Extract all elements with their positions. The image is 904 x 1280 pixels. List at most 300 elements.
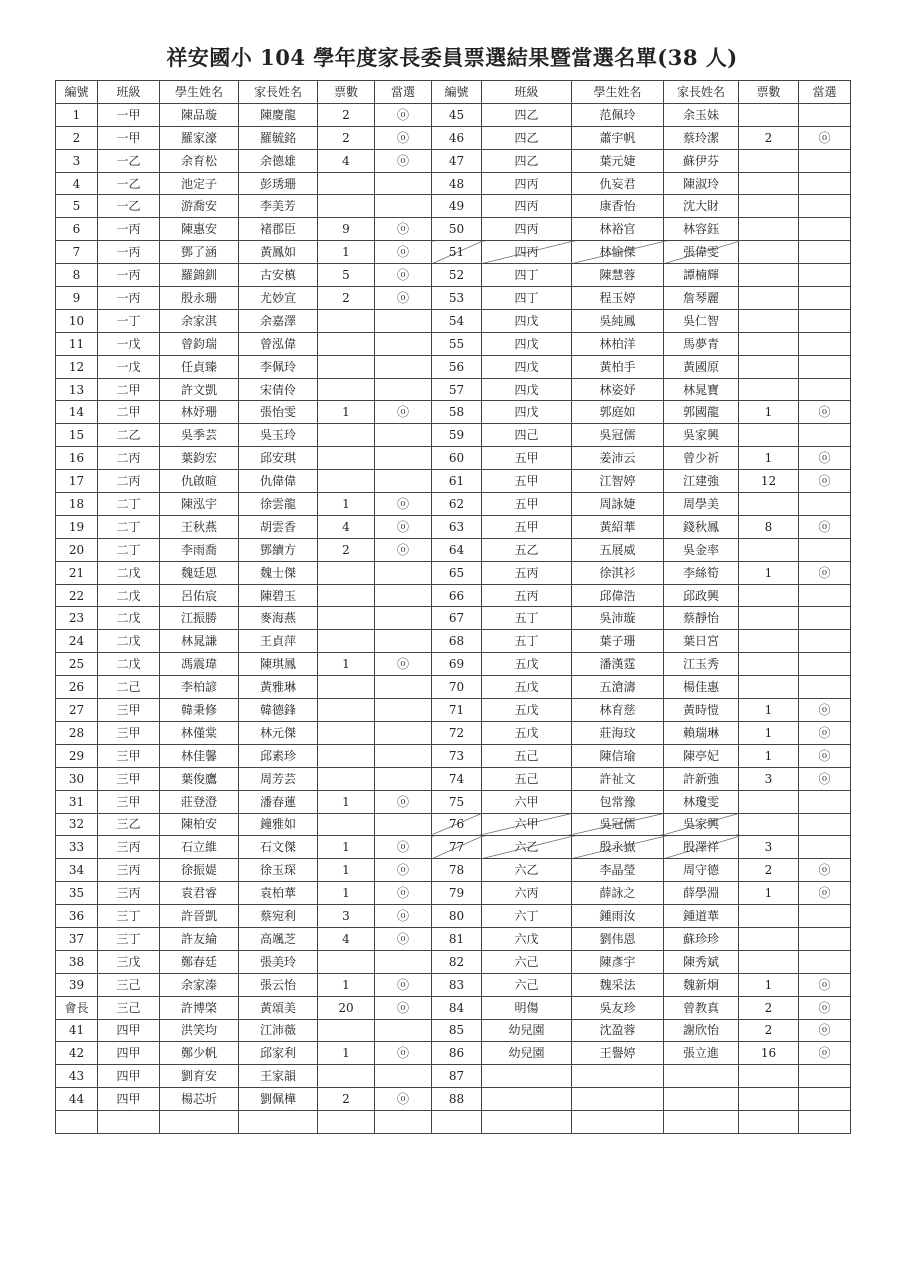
cell-parent-name-right: 陳亭妃 <box>664 744 739 767</box>
cell-student-name-left: 林妤珊 <box>160 401 239 424</box>
cell-votes-right <box>739 927 799 950</box>
cell-parent-name-right: 曾少祈 <box>664 447 739 470</box>
cell-elected-right: ⓞ <box>799 561 851 584</box>
cell-id-left: 9 <box>56 287 98 310</box>
cell-parent-name-right: 魏新炯 <box>664 973 739 996</box>
cell-student-name-left: 鄭春廷 <box>160 950 239 973</box>
cell-elected-right: ⓞ <box>799 859 851 882</box>
cell-id-left: 36 <box>56 905 98 928</box>
cell-votes-right: 1 <box>739 401 799 424</box>
cell-votes-right: 1 <box>739 447 799 470</box>
cell-parent-name-left: 李佩玲 <box>239 355 318 378</box>
table-row <box>56 241 851 264</box>
cell-elected-left <box>375 767 432 790</box>
cell-elected-right: ⓞ <box>799 401 851 424</box>
header-id-left: 編號 <box>56 81 98 104</box>
cell-votes-left <box>318 309 375 332</box>
cell-class-right: 六乙 <box>482 859 572 882</box>
table-row <box>56 355 851 378</box>
cell-votes-left <box>318 1111 375 1134</box>
table-row <box>56 630 851 653</box>
cell-student-name-left: 馮震瑋 <box>160 653 239 676</box>
cell-student-name-right: 吳純鳳 <box>572 309 664 332</box>
cell-id-left: 11 <box>56 332 98 355</box>
cell-votes-left: 2 <box>318 126 375 149</box>
cell-votes-left: 4 <box>318 149 375 172</box>
cell-id-left: 4 <box>56 172 98 195</box>
cell-elected-right <box>799 264 851 287</box>
cell-class-right: 五甲 <box>482 470 572 493</box>
cell-elected-left: ⓞ <box>375 859 432 882</box>
cell-id-left: 27 <box>56 699 98 722</box>
cell-class-left: 四甲 <box>98 1042 160 1065</box>
cell-id-right: 67 <box>432 607 482 630</box>
cell-id-right: 46 <box>432 126 482 149</box>
cell-id-left: 3 <box>56 149 98 172</box>
cell-class-left: 一丁 <box>98 309 160 332</box>
cell-id-left: 8 <box>56 264 98 287</box>
table-row <box>56 676 851 699</box>
cell-student-name-right: 林愉傑 <box>572 241 664 264</box>
cell-class-left: 四甲 <box>98 1019 160 1042</box>
cell-votes-right: 1 <box>739 699 799 722</box>
cell-elected-right <box>799 676 851 699</box>
cell-student-name-left: 葉俊鷹 <box>160 767 239 790</box>
cell-parent-name-right <box>664 1065 739 1088</box>
cell-id-left: 43 <box>56 1065 98 1088</box>
cell-votes-left: 5 <box>318 264 375 287</box>
cell-parent-name-left: 蔡宛利 <box>239 905 318 928</box>
cell-student-name-left: 林僅棠 <box>160 721 239 744</box>
cell-id-right: 47 <box>432 149 482 172</box>
cell-class-left: 一丙 <box>98 241 160 264</box>
cell-class-right: 幼兒園 <box>482 1042 572 1065</box>
header-class-left: 班級 <box>98 81 160 104</box>
cell-parent-name-left: 余德雄 <box>239 149 318 172</box>
cell-votes-right <box>739 538 799 561</box>
table-row <box>56 1111 851 1134</box>
cell-votes-left <box>318 813 375 836</box>
cell-votes-right <box>739 653 799 676</box>
cell-votes-left <box>318 699 375 722</box>
cell-student-name-right: 郭庭如 <box>572 401 664 424</box>
table-row <box>56 607 851 630</box>
cell-class-right: 四戊 <box>482 355 572 378</box>
cell-class-right: 明傷 <box>482 996 572 1019</box>
cell-class-right: 六己 <box>482 950 572 973</box>
cell-id-right: 53 <box>432 287 482 310</box>
cell-student-name-left: 莊登澄 <box>160 790 239 813</box>
cell-elected-right: ⓞ <box>799 767 851 790</box>
cell-votes-right <box>739 790 799 813</box>
cell-votes-left: 20 <box>318 996 375 1019</box>
cell-elected-right <box>799 653 851 676</box>
table-row <box>56 927 851 950</box>
header-elected-right: 當選 <box>799 81 851 104</box>
table-row <box>56 1019 851 1042</box>
cell-id-right: 56 <box>432 355 482 378</box>
cell-id-left: 12 <box>56 355 98 378</box>
cell-elected-right: ⓞ <box>799 126 851 149</box>
cell-student-name-left: 陳品璇 <box>160 103 239 126</box>
cell-votes-right <box>739 195 799 218</box>
cell-elected-left: ⓞ <box>375 927 432 950</box>
cell-votes-right <box>739 355 799 378</box>
cell-elected-left <box>375 699 432 722</box>
table-row <box>56 721 851 744</box>
cell-id-left: 28 <box>56 721 98 744</box>
cell-elected-left: ⓞ <box>375 973 432 996</box>
cell-class-left: 三丙 <box>98 859 160 882</box>
cell-elected-right <box>799 493 851 516</box>
table-row <box>56 493 851 516</box>
cell-parent-name-left: 古安槙 <box>239 264 318 287</box>
cell-parent-name-right: 郭國龍 <box>664 401 739 424</box>
cell-parent-name-right: 蔡玲潔 <box>664 126 739 149</box>
cell-votes-right <box>739 1065 799 1088</box>
cell-class-left: 三甲 <box>98 721 160 744</box>
cell-student-name-right: 陳信瑜 <box>572 744 664 767</box>
cell-elected-right: ⓞ <box>799 515 851 538</box>
cell-id-right: 63 <box>432 515 482 538</box>
cell-student-name-left: 王秋燕 <box>160 515 239 538</box>
cell-student-name-left: 陳泓宇 <box>160 493 239 516</box>
table-row <box>56 790 851 813</box>
cell-id-right: 54 <box>432 309 482 332</box>
cell-elected-right: ⓞ <box>799 1042 851 1065</box>
header-student-name-left: 學生姓名 <box>160 81 239 104</box>
cell-elected-left <box>375 561 432 584</box>
cell-class-right: 五甲 <box>482 493 572 516</box>
header-parent-name-left: 家長姓名 <box>239 81 318 104</box>
cell-class-left: 一乙 <box>98 195 160 218</box>
cell-parent-name-left: 尤妙宣 <box>239 287 318 310</box>
table-row <box>56 859 851 882</box>
table-row <box>56 470 851 493</box>
cell-parent-name-left: 麥海燕 <box>239 607 318 630</box>
cell-elected-left <box>375 332 432 355</box>
cell-parent-name-right: 林瓊雯 <box>664 790 739 813</box>
cell-parent-name-left: 徐雲龍 <box>239 493 318 516</box>
cell-parent-name-right: 張立進 <box>664 1042 739 1065</box>
cell-parent-name-right: 葉日宮 <box>664 630 739 653</box>
cell-student-name-right: 莊海玟 <box>572 721 664 744</box>
cell-parent-name-left: 黃鳳如 <box>239 241 318 264</box>
cell-class-right <box>482 1065 572 1088</box>
header-votes-left: 票數 <box>318 81 375 104</box>
cell-class-right: 五丙 <box>482 561 572 584</box>
cell-parent-name-right: 余玉妹 <box>664 103 739 126</box>
cell-id-left: 22 <box>56 584 98 607</box>
cell-id-left: 14 <box>56 401 98 424</box>
cell-votes-left <box>318 355 375 378</box>
cell-elected-right <box>799 172 851 195</box>
cell-id-left: 29 <box>56 744 98 767</box>
cell-student-name-right <box>572 1111 664 1134</box>
cell-id-right: 79 <box>432 882 482 905</box>
cell-id-right: 62 <box>432 493 482 516</box>
cell-student-name-right: 包常豫 <box>572 790 664 813</box>
cell-votes-left <box>318 1019 375 1042</box>
cell-parent-name-right: 吳家興 <box>664 424 739 447</box>
cell-parent-name-right: 馬夢青 <box>664 332 739 355</box>
cell-elected-right <box>799 1111 851 1134</box>
cell-parent-name-right: 殷澤祥 <box>664 836 739 859</box>
cell-parent-name-left: 宋倩伶 <box>239 378 318 401</box>
cell-student-name-left: 陳柏安 <box>160 813 239 836</box>
cell-id-right: 75 <box>432 790 482 813</box>
cell-class-right: 六乙 <box>482 836 572 859</box>
cell-elected-left <box>375 744 432 767</box>
cell-votes-left: 4 <box>318 927 375 950</box>
cell-id-right: 61 <box>432 470 482 493</box>
cell-parent-name-right: 蘇珍珍 <box>664 927 739 950</box>
cell-parent-name-left: 陳琪鳳 <box>239 653 318 676</box>
cell-id-right: 87 <box>432 1065 482 1088</box>
cell-class-right: 五丁 <box>482 607 572 630</box>
cell-parent-name-right: 譚楠輝 <box>664 264 739 287</box>
cell-votes-left: 1 <box>318 401 375 424</box>
cell-parent-name-left: 張云怡 <box>239 973 318 996</box>
cell-votes-right <box>739 493 799 516</box>
cell-votes-right <box>739 676 799 699</box>
cell-parent-name-left: 黃頌美 <box>239 996 318 1019</box>
header-parent-name-right: 家長姓名 <box>664 81 739 104</box>
cell-student-name-right: 邱偉浩 <box>572 584 664 607</box>
cell-parent-name-right: 鍾道華 <box>664 905 739 928</box>
cell-votes-left <box>318 195 375 218</box>
cell-student-name-left: 余育松 <box>160 149 239 172</box>
cell-class-right: 六丁 <box>482 905 572 928</box>
cell-student-name-left: 任貞臻 <box>160 355 239 378</box>
cell-votes-right: 16 <box>739 1042 799 1065</box>
cell-id-left: 31 <box>56 790 98 813</box>
cell-elected-right: ⓞ <box>799 447 851 470</box>
cell-votes-right <box>739 607 799 630</box>
cell-class-left: 二丁 <box>98 515 160 538</box>
cell-student-name-left: 徐振媞 <box>160 859 239 882</box>
cell-class-left: 一丙 <box>98 218 160 241</box>
cell-elected-left <box>375 607 432 630</box>
cell-votes-right <box>739 1111 799 1134</box>
cell-parent-name-right: 周學美 <box>664 493 739 516</box>
cell-class-left: 二乙 <box>98 424 160 447</box>
cell-id-left: 13 <box>56 378 98 401</box>
cell-elected-left <box>375 676 432 699</box>
cell-elected-right <box>799 195 851 218</box>
cell-parent-name-right: 錢秋鳳 <box>664 515 739 538</box>
cell-parent-name-left <box>239 1111 318 1134</box>
results-table <box>55 80 851 1134</box>
cell-class-left: 一丙 <box>98 264 160 287</box>
cell-class-left: 二丙 <box>98 447 160 470</box>
cell-elected-left <box>375 813 432 836</box>
cell-student-name-right <box>572 1065 664 1088</box>
cell-class-right: 五戊 <box>482 699 572 722</box>
cell-id-left: 會長 <box>56 996 98 1019</box>
cell-parent-name-left: 仇偉偉 <box>239 470 318 493</box>
cell-id-left: 16 <box>56 447 98 470</box>
cell-elected-left: ⓞ <box>375 218 432 241</box>
table-row <box>56 950 851 973</box>
cell-student-name-left: 吳季芸 <box>160 424 239 447</box>
cell-votes-right <box>739 172 799 195</box>
cell-student-name-left: 葉鈞宏 <box>160 447 239 470</box>
cell-student-name-right: 仇妄君 <box>572 172 664 195</box>
cell-votes-left: 1 <box>318 241 375 264</box>
cell-student-name-left: 池定子 <box>160 172 239 195</box>
cell-class-left: 二丁 <box>98 493 160 516</box>
cell-votes-left <box>318 584 375 607</box>
cell-parent-name-right: 吳仁智 <box>664 309 739 332</box>
cell-votes-right: 1 <box>739 561 799 584</box>
header-row <box>56 81 851 104</box>
cell-student-name-right: 沈盈蓉 <box>572 1019 664 1042</box>
cell-student-name-right: 五滄濤 <box>572 676 664 699</box>
cell-student-name-right: 五展威 <box>572 538 664 561</box>
cell-class-right: 五丁 <box>482 630 572 653</box>
header-elected-left: 當選 <box>375 81 432 104</box>
cell-parent-name-right: 謝欣怡 <box>664 1019 739 1042</box>
cell-class-right: 四乙 <box>482 103 572 126</box>
cell-id-left: 41 <box>56 1019 98 1042</box>
cell-student-name-right: 魏采法 <box>572 973 664 996</box>
table-row <box>56 882 851 905</box>
cell-class-left: 三甲 <box>98 767 160 790</box>
table-row <box>56 836 851 859</box>
cell-student-name-right: 林姿妤 <box>572 378 664 401</box>
cell-student-name-right: 李晶瑩 <box>572 859 664 882</box>
cell-votes-right: 2 <box>739 126 799 149</box>
cell-class-left: 三丙 <box>98 882 160 905</box>
cell-id-left: 21 <box>56 561 98 584</box>
cell-id-left: 42 <box>56 1042 98 1065</box>
cell-class-right <box>482 1088 572 1111</box>
cell-parent-name-left: 魏士傑 <box>239 561 318 584</box>
cell-id-right: 66 <box>432 584 482 607</box>
cell-parent-name-left: 吳玉玲 <box>239 424 318 447</box>
cell-elected-right: ⓞ <box>799 699 851 722</box>
cell-class-left: 三丙 <box>98 836 160 859</box>
cell-student-name-left: 仇啟暄 <box>160 470 239 493</box>
table-row <box>56 447 851 470</box>
cell-votes-left: 9 <box>318 218 375 241</box>
cell-student-name-left <box>160 1111 239 1134</box>
cell-id-right: 81 <box>432 927 482 950</box>
cell-class-left: 二丙 <box>98 470 160 493</box>
cell-votes-right <box>739 584 799 607</box>
cell-elected-left <box>375 1065 432 1088</box>
cell-votes-left <box>318 744 375 767</box>
cell-id-right: 83 <box>432 973 482 996</box>
cell-elected-left <box>375 172 432 195</box>
cell-votes-left: 2 <box>318 1088 375 1111</box>
cell-elected-right <box>799 836 851 859</box>
cell-elected-right <box>799 309 851 332</box>
cell-parent-name-right: 許新強 <box>664 767 739 790</box>
cell-elected-right <box>799 1065 851 1088</box>
cell-elected-left: ⓞ <box>375 653 432 676</box>
cell-votes-left <box>318 470 375 493</box>
cell-elected-right <box>799 813 851 836</box>
cell-parent-name-left: 王家韻 <box>239 1065 318 1088</box>
cell-id-right: 82 <box>432 950 482 973</box>
cell-student-name-right: 徐淇衫 <box>572 561 664 584</box>
cell-votes-left: 4 <box>318 515 375 538</box>
cell-student-name-left: 游喬安 <box>160 195 239 218</box>
cell-class-left: 二甲 <box>98 378 160 401</box>
table-row <box>56 1042 851 1065</box>
cell-id-left: 5 <box>56 195 98 218</box>
cell-votes-right <box>739 813 799 836</box>
cell-class-right: 四乙 <box>482 149 572 172</box>
cell-student-name-right: 王譽婷 <box>572 1042 664 1065</box>
cell-elected-right <box>799 538 851 561</box>
cell-votes-left <box>318 630 375 653</box>
cell-votes-right: 1 <box>739 882 799 905</box>
cell-student-name-left: 鄭少帆 <box>160 1042 239 1065</box>
cell-parent-name-right: 李絲筍 <box>664 561 739 584</box>
cell-votes-left <box>318 607 375 630</box>
cell-class-right: 四戊 <box>482 378 572 401</box>
cell-class-left: 二己 <box>98 676 160 699</box>
cell-class-left: 一戊 <box>98 332 160 355</box>
cell-elected-left: ⓞ <box>375 905 432 928</box>
cell-votes-left: 1 <box>318 882 375 905</box>
cell-id-right: 72 <box>432 721 482 744</box>
cell-parent-name-right <box>664 1088 739 1111</box>
cell-parent-name-left: 林元傑 <box>239 721 318 744</box>
header-votes-right: 票數 <box>739 81 799 104</box>
cell-parent-name-right: 陳淑玲 <box>664 172 739 195</box>
cell-parent-name-left: 石文傑 <box>239 836 318 859</box>
cell-votes-left: 2 <box>318 538 375 561</box>
cell-student-name-right: 康香怡 <box>572 195 664 218</box>
cell-parent-name-left: 曾泓偉 <box>239 332 318 355</box>
cell-student-name-left: 洪笑均 <box>160 1019 239 1042</box>
cell-class-left: 三甲 <box>98 790 160 813</box>
cell-elected-left <box>375 1111 432 1134</box>
cell-id-left: 19 <box>56 515 98 538</box>
cell-elected-right: ⓞ <box>799 1019 851 1042</box>
table-row <box>56 172 851 195</box>
cell-elected-right <box>799 241 851 264</box>
cell-votes-right: 2 <box>739 859 799 882</box>
cell-elected-left: ⓞ <box>375 1088 432 1111</box>
table-row <box>56 561 851 584</box>
cell-elected-left <box>375 309 432 332</box>
cell-id-right: 59 <box>432 424 482 447</box>
cell-parent-name-right: 蘇伊芬 <box>664 149 739 172</box>
cell-parent-name-left: 潘春蓮 <box>239 790 318 813</box>
cell-parent-name-right: 周守德 <box>664 859 739 882</box>
cell-votes-right <box>739 1088 799 1111</box>
cell-elected-left <box>375 195 432 218</box>
cell-parent-name-left: 羅毓銘 <box>239 126 318 149</box>
cell-votes-left: 1 <box>318 836 375 859</box>
cell-votes-left: 1 <box>318 859 375 882</box>
cell-parent-name-left: 陳碧玉 <box>239 584 318 607</box>
cell-class-right: 五甲 <box>482 515 572 538</box>
table-row <box>56 424 851 447</box>
cell-votes-right: 8 <box>739 515 799 538</box>
cell-elected-left <box>375 355 432 378</box>
cell-parent-name-right: 陳秀斌 <box>664 950 739 973</box>
cell-id-left: 6 <box>56 218 98 241</box>
cell-class-right: 五戊 <box>482 653 572 676</box>
cell-student-name-left: 陳惠安 <box>160 218 239 241</box>
cell-id-right: 58 <box>432 401 482 424</box>
